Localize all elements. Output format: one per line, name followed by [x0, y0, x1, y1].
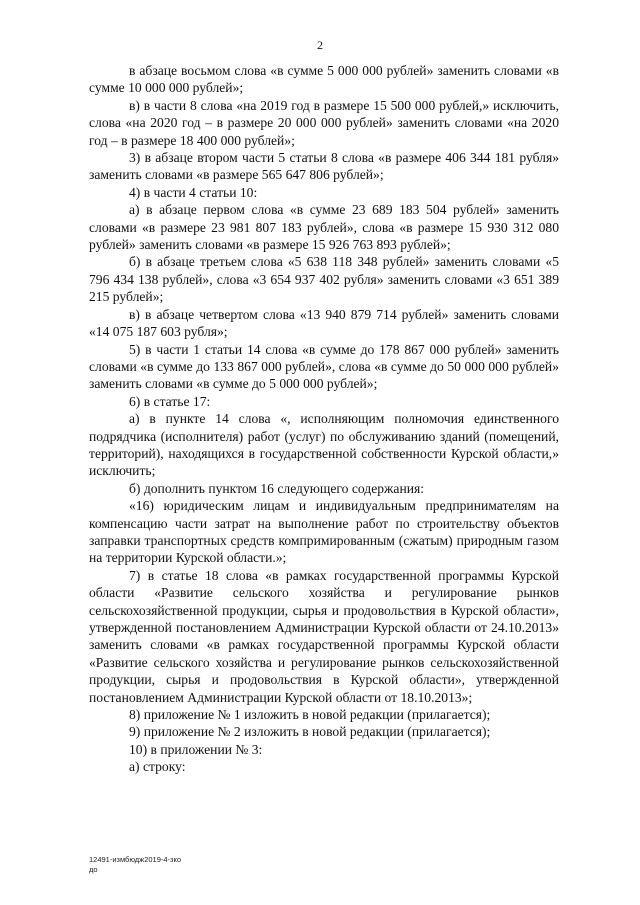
- page-number: 2: [317, 38, 323, 52]
- paragraph: а) строку:: [129, 759, 186, 775]
- paragraph: 9) приложение № 2 изложить в новой редакции (прилагается);: [129, 724, 491, 740]
- paragraph: в) в части 8 слова «на 2019 год в размере 15 500 000 рублей,» исключить, слова «на 2020 год – в размере 20 000 000 рублей» заменить словами «на 2020 год – в размере 18 400 000 рублей»;: [89, 97, 559, 148]
- paragraph: 5) в части 1 статьи 14 слова «в сумме до 178 867 000 рублей» заменить словами «в сумме до 133 867 000 рублей», слова «в сумме до 50 000 000 рублей» заменить словами «в сумме до 5 000 000 рублей»;: [89, 341, 559, 392]
- document-body: [89, 62, 559, 776]
- paragraph: 10) в приложении № 3:: [129, 741, 263, 757]
- footer-line: до: [89, 865, 98, 874]
- paragraph: в абзаце восьмом слова «в сумме 5 000 000 рублей» заменить словами «в сумме 10 000 000 рублей»;: [89, 63, 559, 96]
- footer-code: [89, 855, 181, 875]
- paragraph: 6) в статье 17:: [129, 393, 211, 409]
- paragraph: б) в абзаце третьем слова «5 638 118 348 рублей» заменить словами «5 796 434 138 рублей», слова «3 654 937 402 рубля» заменить словами «3 651 389 215 рублей»;: [89, 254, 559, 305]
- footer-line: 12491-измбюдж2019-4-зко: [89, 855, 182, 864]
- paragraph: 8) приложение № 1 изложить в новой редакции (прилагается);: [129, 707, 491, 723]
- paragraph: б) дополнить пунктом 16 следующего содержания:: [129, 480, 425, 496]
- paragraph: «16) юридическим лицам и индивидуальным предпринимателям на компенсацию части затрат на выполнение работ по строительству объектов заправки транспортных средств компримированным (сжатым) природным газом на территории Курской области.»;: [89, 498, 559, 566]
- paragraph: 3) в абзаце втором части 5 статьи 8 слова «в размере 406 344 181 рубля» заменить словами «в размере 565 647 806 рублей»;: [89, 150, 559, 183]
- paragraph: 4) в части 4 статьи 10:: [129, 184, 258, 200]
- paragraph: 7) в статье 18 слова «в рамках государственной программы Курской области «Развитие сельского хозяйства и регулирование рынков сельскохозяйственной продукции, сырья и продовольствия в Курской области», утвержденной постановлением Администрации Курской области от 24.10.2013» заменить словами «в рамках государственной программы Курской области «Развитие сельского хозяйства и регулирование рынков сельскохозяйственной продукции, сырья и продовольствия в Курской области», утвержденной постановлением Администрации Курской области от 18.10.2013»;: [89, 567, 559, 705]
- paragraph: в) в абзаце четвертом слова «13 940 879 714 рублей» заменить словами «14 075 187 603 рубля»;: [89, 306, 559, 340]
- paragraph: а) в абзаце первом слова «в сумме 23 689 183 504 рублей» заменить словами «в размере 23 981 807 183 рублей», слова «в размере 15 930 312 080 рублей» заменить словами «в размере 15 926 763 893 рублей»;: [89, 202, 559, 253]
- paragraph: а) в пункте 14 слова «, исполняющим полномочия единственного подрядчика (исполнителя) работ (услуг) по обслуживанию зданий (помещений, территорий), находящихся в государственной собственности Курской области,» исключить;: [89, 411, 559, 479]
